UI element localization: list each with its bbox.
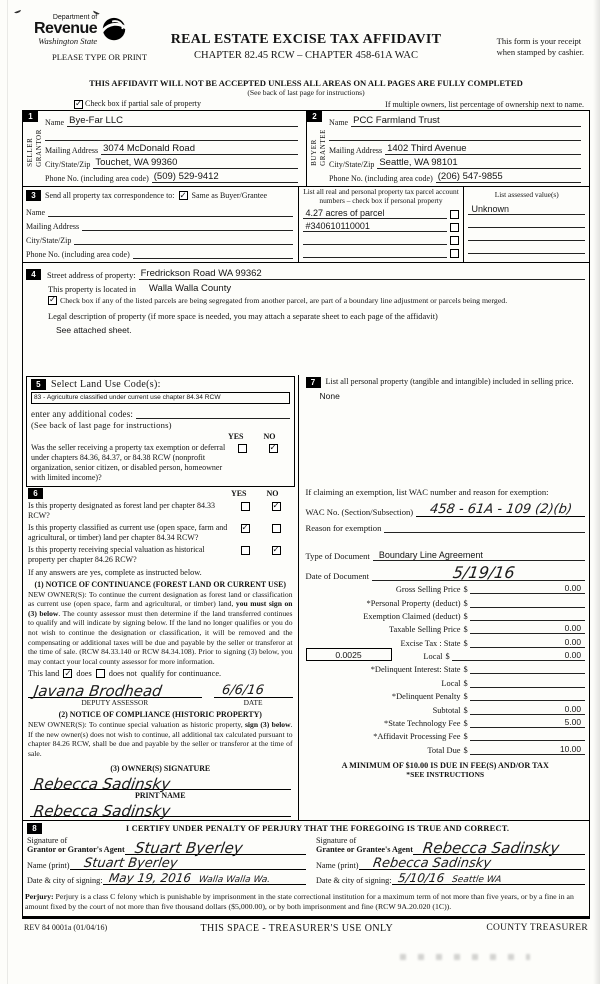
complete-instruction: If any answers are yes, complete as instructed below.: [28, 567, 202, 577]
treasurer-use-label: THIS SPACE - TREASURER'S USE ONLY: [200, 923, 394, 935]
corr-phone-label: Phone No. (including area code): [26, 249, 130, 259]
grantor-date-field[interactable]: [103, 873, 307, 885]
buyer-csz-label: City/State/Zip: [329, 159, 375, 169]
seller-name-field[interactable]: [67, 115, 298, 127]
buyer-mailing-label: Mailing Address: [329, 145, 383, 155]
parcel-row-value[interactable]: #340610110001: [303, 221, 448, 232]
grantee-signing-block: [306, 836, 585, 886]
section-4-badge: 4: [26, 269, 41, 280]
wac-no-label: WAC No. (Section/Subsection): [305, 506, 414, 517]
buyer-name-field[interactable]: [351, 115, 581, 127]
revenue-swirl-icon: [99, 16, 129, 44]
grantor-signature-label: Signature of Grantor or Grantor's Agent: [27, 835, 125, 855]
fee-value: 0.00: [564, 703, 581, 714]
classification-section: [26, 487, 295, 818]
fee-label: Local: [423, 652, 443, 662]
wac-no-value: 458 - 61A - 109 (2)(b): [429, 501, 574, 517]
section-2-badge: 2: [307, 111, 322, 122]
perjury-notice: Perjury: Perjury is a class C felony which is punishable by imprisonment in the state correctional institution for a maximum term of not more than five years, or by a fine in an amount fixed by the court of not more than five thousand dollars ($5,000.00), or by both imprisonment and fine (RCW 9A.20.020 (1C)).: [23, 889, 589, 918]
fee-label: Total Due: [427, 745, 461, 755]
exemption-no-checkbox[interactable]: ✓: [269, 443, 277, 453]
seller-mailing-label: Mailing Address: [45, 145, 99, 155]
current-use-question: Is this property classified as current use (open space, farm and agricultural, or timber) land per chapter 84.34 RCW?: [28, 522, 228, 542]
located-in-label: This property is located in: [48, 284, 136, 294]
fee-field[interactable]: [470, 663, 585, 674]
seller-section: [23, 111, 306, 186]
grantor-print-label: Name (print): [27, 861, 70, 871]
parcel-numbers-header: List all real and personal property tax parcel account numbers – check box if personal property: [303, 186, 459, 205]
buyer-name-label: Name: [329, 117, 349, 127]
deputy-assessor-signature: Javana Brodhead: [32, 682, 164, 701]
grantor-date-label: Date & city of signing:: [27, 876, 103, 886]
fee-field[interactable]: [470, 637, 585, 648]
form-footer: [22, 919, 590, 934]
seller-name-label: Name: [45, 117, 65, 127]
section-5-badge: 5: [31, 379, 46, 390]
legal-description-value: See attached sheet.: [56, 324, 132, 335]
grantee-date-field[interactable]: [392, 873, 586, 885]
land-use-code-select[interactable]: 83 - Agriculture classified under current use chapter 84.34 RCW: [31, 392, 290, 404]
reason-exemption-field[interactable]: [384, 523, 585, 533]
fee-label: Exemption Claimed (deduct): [363, 611, 461, 621]
seller-phone-label: Phone No. (including area code): [45, 173, 149, 183]
fee-field[interactable]: [470, 597, 585, 608]
fee-value: [581, 597, 585, 607]
buyer-extra-field[interactable]: [329, 131, 581, 141]
buyer-csz-field[interactable]: [377, 157, 581, 169]
fee-field[interactable]: [470, 583, 585, 594]
fee-value: 0.00: [564, 583, 581, 594]
owner-signature: Rebecca Sadinsky: [32, 774, 172, 793]
grantor-print-field[interactable]: [70, 858, 306, 870]
deputy-assessor-label: DEPUTY ASSESSOR: [81, 698, 149, 708]
forest-yes-checkbox[interactable]: [241, 502, 250, 511]
forest-land-question: Is this property designated as forest land per chapter 84.33 RCW?: [28, 500, 216, 520]
additional-codes-label: enter any additional codes:: [31, 408, 134, 419]
scan-edge-line: [7, 0, 8, 984]
rev-number: REV 84 0001a (01/04/16): [24, 923, 108, 933]
form-title: REAL ESTATE EXCISE TAX AFFIDAVIT: [170, 32, 442, 47]
corr-name-field[interactable]: [48, 207, 292, 217]
notice-continuance-title: (1) NOTICE OF CONTINUANCE (FOREST LAND OR CURRENT USE): [34, 579, 286, 589]
send-correspondence-label: Send all property tax correspondence to:: [45, 191, 175, 201]
owner-print-name: Rebecca Sadinsky: [32, 801, 172, 820]
segregated-checkbox[interactable]: ✓: [48, 295, 57, 305]
buyer-phone-field[interactable]: [436, 171, 581, 183]
qualify-row: This land ✓ does does not qualify for continuance.: [28, 668, 222, 679]
fee-value: 10.00: [560, 743, 581, 754]
fee-field[interactable]: [470, 704, 585, 715]
fee-value: 0.00: [564, 636, 581, 647]
assessed-value-row[interactable]: [468, 215, 585, 228]
same-as-buyer-label: Same as Buyer/Grantee: [191, 191, 268, 201]
forest-no-checkbox[interactable]: ✓: [272, 501, 280, 511]
fee-field[interactable]: [470, 744, 585, 755]
local-rate-box: 0.0025: [306, 648, 392, 661]
section-8-badge: 8: [27, 823, 42, 834]
see-instructions-note: *SEE INSTRUCTIONS: [406, 769, 485, 779]
pen-mark: [14, 8, 22, 14]
print-name-label: PRINT NAME: [135, 790, 186, 800]
owner-signature-field[interactable]: [30, 773, 291, 793]
minimum-due-note: A MINIMUM OF $10.00 IS DUE IN FEE(S) AND/OR TAX: [341, 760, 549, 770]
corr-csz-field[interactable]: [74, 235, 292, 245]
grantor-signature: Stuart Byerley: [133, 839, 244, 858]
treasurer-stamp-smudge: [400, 954, 530, 960]
section-3-badge: 3: [26, 190, 41, 201]
seller-phone-field[interactable]: [152, 171, 298, 183]
county-treasurer-label: COUNTY TREASURER: [486, 923, 588, 934]
type-of-document-field[interactable]: [373, 550, 585, 561]
yes-header: YES: [227, 431, 244, 441]
property-address-section: [23, 263, 589, 375]
notice-compliance-title: (2) NOTICE OF COMPLIANCE (HISTORIC PROPERTY): [58, 710, 262, 720]
street-address-label: Street address of property:: [47, 270, 136, 280]
date-of-document-label: Date of Document: [305, 570, 369, 581]
fee-value: 0.00: [564, 623, 581, 634]
left-column: [23, 375, 298, 820]
scan-edge-shade: [593, 0, 600, 984]
personal-property-value: None: [319, 390, 340, 401]
street-address-value: Fredrickson Road WA 99362: [140, 267, 262, 279]
no-header: NO: [263, 431, 276, 441]
section-1-badge: 1: [23, 111, 38, 122]
section-6-badge: 6: [28, 488, 43, 499]
buyer-mailing-value: 1402 Third Avenue: [387, 142, 467, 154]
fee-value: [581, 610, 585, 620]
legal-description-label: Legal description of property (if more space is needed, you may attach a separate sheet to each page of the affidavit): [48, 311, 438, 321]
historic-question: Is this property receiving special valuation as historical property per chapter 84.26 RCW?: [28, 544, 205, 564]
land-use-section: [26, 376, 295, 487]
seller-grantor-vertical-label: SELLER GRANTOR: [26, 128, 44, 167]
deputy-date-value: 6/6/16: [220, 683, 265, 699]
buyer-phone-label: Phone No. (including area code): [329, 173, 433, 183]
fee-value: [581, 663, 585, 673]
acceptance-warning: THIS AFFIDAVIT WILL NOT BE ACCEPTED UNLESS ALL AREAS ON ALL PAGES ARE FULLY COMPLETED: [89, 78, 523, 88]
grantor-city-value: Walla Walla Wa.: [197, 875, 271, 886]
fee-label: *Delinquent Interest: State: [370, 665, 461, 675]
does-not-qualify-checkbox[interactable]: [96, 669, 105, 678]
seller-extra-field[interactable]: [45, 131, 298, 141]
form-header: [22, 4, 590, 78]
fee-field[interactable]: [452, 650, 585, 661]
historic-no-checkbox[interactable]: ✓: [272, 545, 280, 555]
parcel-personal-checkbox[interactable]: [450, 249, 459, 258]
county-value: Walla Walla County: [148, 282, 232, 294]
parcel-row-value[interactable]: [303, 257, 448, 258]
fee-field[interactable]: [470, 623, 585, 634]
corr-mailing-field[interactable]: [82, 221, 292, 231]
fee-label: *Delinquent Penalty: [391, 692, 461, 702]
street-address-field[interactable]: [139, 268, 585, 280]
assessed-value-row[interactable]: [468, 241, 585, 254]
grantee-date-value: 5/10/16 Seattle WA: [396, 871, 502, 886]
fee-label: Gross Selling Price: [395, 585, 461, 595]
multiple-owners-note: If multiple owners, list percentage of ownership next to name.: [385, 99, 584, 109]
grantor-signing-block: [27, 836, 306, 886]
partial-sale-field: [74, 99, 201, 109]
assessed-value-row[interactable]: [468, 228, 585, 241]
corr-name-label: Name: [26, 207, 46, 217]
corr-mailing-label: Mailing Address: [26, 221, 80, 231]
wac-no-field[interactable]: [416, 501, 585, 517]
tax-correspondence-section: [23, 187, 589, 263]
grantee-signature-label: Signature of Grantee or Grantee's Agent: [316, 835, 413, 855]
see-back-note: (See back of last page for instructions): [247, 88, 365, 97]
section-7-badge: 7: [306, 377, 321, 388]
fee-value: [581, 690, 585, 700]
grantee-print-name: Rebecca Sadinsky: [371, 856, 492, 872]
grantor-print-name: Stuart Byerley: [82, 856, 178, 872]
fee-value: 5.00: [564, 717, 581, 728]
grantor-date-value: May 19, 2016 Walla Walla Wa.: [107, 871, 271, 886]
deputy-date-field[interactable]: [214, 678, 293, 698]
dor-logo-text: [34, 14, 97, 46]
dor-logo: [34, 14, 129, 46]
historic-yes-checkbox[interactable]: [241, 546, 250, 555]
fee-label: Excise Tax : State: [400, 638, 461, 648]
owners-signature-title: (3) OWNER(S) SIGNATURE: [110, 763, 211, 773]
deputy-assessor-signature-field[interactable]: [28, 678, 202, 701]
seller-name-value: Bye-Far LLC: [69, 114, 123, 126]
notice-compliance-body: NEW OWNER(S): To continue special valuation as historic property, sign (3) below. If the new owner(s) does not wish to continue, all additional tax calculated pursuant to chapter 84.26 RCW, shall be due and payable by the seller or transferor at the time of sale.: [28, 720, 293, 758]
notice-continuance-body: NEW OWNER(S): To continue the current designation as forest land or classification as current use (open space, farm and agricultural, or timber) land, you must sign on (3) below. The county assessor must then determine if the land transferred continues to qualify and will indicate by signing below. If the land no longer qualifies or you do not wish to continue the designation or classification, it will be removed and the compensating or additional taxes will be due and payable by the seller or transferor at the time of sale. (RCW 84.33.140 or RCW 84.34.108). Prior to signing (3) below, you may contact your local county assessor for more information.: [28, 589, 293, 666]
fee-field[interactable]: [470, 717, 585, 728]
buyer-grantee-vertical-label: BUYER GRANTEE: [310, 128, 328, 166]
grantee-date-label: Date & city of signing:: [316, 876, 392, 886]
exemption-yes-checkbox[interactable]: [238, 444, 247, 453]
fee-label: Subtotal: [432, 705, 461, 715]
buyer-phone-value: (206) 547-9855: [437, 170, 503, 182]
seller-csz-field[interactable]: [93, 157, 298, 169]
assessed-value-row[interactable]: Unknown: [468, 202, 585, 215]
fee-field[interactable]: [470, 610, 585, 621]
fee-value: [581, 677, 585, 687]
fee-field[interactable]: [470, 730, 585, 741]
corr-phone-field[interactable]: [133, 249, 293, 259]
grantor-signature-field[interactable]: [125, 839, 306, 858]
assessed-values-header: List assessed value(s): [494, 189, 559, 199]
grantee-city-value: Seattle WA: [450, 875, 502, 886]
fee-field[interactable]: [470, 690, 585, 701]
buyer-name-value: PCC Farmland Trust: [353, 114, 440, 126]
seller-mailing-value: 3074 McDonald Road: [103, 142, 196, 154]
partial-sale-checkbox[interactable]: ✓: [74, 99, 83, 109]
logo-revenue-label: Revenue: [34, 20, 98, 37]
does-qualify-checkbox[interactable]: ✓: [64, 668, 72, 679]
current-use-no-checkbox[interactable]: [272, 524, 281, 533]
grantee-signature-field[interactable]: [413, 839, 585, 858]
no-header: NO: [266, 488, 279, 498]
exemption-question: Was the seller receiving a property tax exemption or deferral under chapters 84.36, 84.37, or 84.38 RCW (nonprofit organization, senior citizen, or disabled person, homeowner with limited income)?: [31, 442, 226, 482]
please-type-label: PLEASE TYPE OR PRINT: [52, 52, 148, 62]
personal-property-label: List all personal property (tangible and intangible) included in selling price.: [325, 376, 574, 386]
parcel-personal-checkbox[interactable]: [450, 236, 459, 245]
exemption-header: If claiming an exemption, list WAC number and reason for exemption:: [305, 486, 549, 497]
logo-dept-label: Department of: [52, 14, 98, 21]
parcel-row-value[interactable]: [303, 244, 448, 245]
partial-sale-label: Check box if partial sale of property: [85, 99, 201, 108]
type-of-document-value: Boundary Line Agreement: [378, 549, 483, 560]
parcel-row-value[interactable]: 4.27 acres of parcel: [303, 208, 448, 219]
fee-value: [581, 730, 585, 740]
buyer-section: [306, 111, 589, 186]
reason-exemption-label: Reason for exemption: [305, 522, 382, 533]
type-of-document-label: Type of Document: [305, 550, 370, 561]
segregated-label: Check box if any of the listed parcels are being segregated from another parcel, are part of a boundary line adjustment or parcels being merged.: [60, 295, 508, 305]
form-chapter: CHAPTER 82.45 RCW – CHAPTER 458-61A WAC: [194, 50, 418, 61]
certification-section: [23, 820, 589, 890]
parcel-personal-checkbox[interactable]: [450, 223, 459, 232]
date-of-document-value: 5/19/16: [451, 562, 516, 582]
certify-statement: I CERTIFY UNDER PENALTY OF PERJURY THAT THE FOREGOING IS TRUE AND CORRECT.: [125, 823, 510, 833]
corr-csz-label: City/State/Zip: [26, 235, 72, 245]
grantee-print-label: Name (print): [316, 861, 359, 871]
fee-label: *State Technology Fee: [384, 719, 461, 729]
additional-codes-field[interactable]: [136, 409, 289, 419]
fee-label: *Affidavit Processing Fee: [373, 732, 461, 742]
seller-mailing-field[interactable]: [101, 143, 298, 155]
buyer-mailing-field[interactable]: [385, 143, 581, 155]
see-back-note-2: (See back of last page for instructions): [31, 419, 172, 430]
fee-label: Local: [441, 678, 461, 688]
seller-csz-label: City/State/Zip: [45, 159, 91, 169]
right-column: 7 List all personal property (tangible and intangible) included in selling price. None If claiming an exemption, list WAC number and reason for exemption: WAC No. (Section/Subsection) 458 - 61A - 109 (2)(b) Reason for exemption Type of Document Boundary Line Agreement Date of Document 5/19/16 Gross Selling Price $ 0.00 *Personal Property (deduct) $ Exemption Claimed (deduct) $ Taxable Selling Price $ 0.00 Excise Tax : State $ 0.00 0.0025 Local $ 0.00 *Delinquent Interest: State $ Local $ *Delinquent Penalty $ Subtotal $ 0.00 *State Technology Fee $ 5.00 *Affidavit Processing Fee $ Total Due $ 10.00 A MINIMUM OF $10.00 IS DUE IN FEE(S) AND/OR TAX *SEE INSTRUCTIONS: [298, 375, 589, 820]
receipt-note: This form is your receipt when stamped by cashier.: [496, 36, 584, 58]
buyer-csz-value: Seattle, WA 98101: [379, 156, 458, 168]
land-use-title: Select Land Use Code(s):: [51, 378, 161, 390]
fee-field[interactable]: [470, 677, 585, 688]
grantee-print-field[interactable]: [359, 858, 585, 870]
current-use-yes-checkbox[interactable]: ✓: [241, 523, 249, 533]
same-as-buyer-checkbox[interactable]: ✓: [179, 190, 187, 201]
seller-phone-value: (509) 529-9412: [153, 170, 219, 182]
fee-label: Taxable Selling Price: [388, 625, 461, 635]
date-label: DATE: [243, 698, 263, 708]
parcel-personal-checkbox[interactable]: [450, 210, 459, 219]
date-of-document-field[interactable]: [372, 562, 585, 582]
fee-value: 0.00: [564, 650, 581, 661]
seller-csz-value: Touchet, WA 99360: [95, 156, 178, 168]
yes-header: YES: [230, 488, 247, 498]
owner-print-field[interactable]: [30, 800, 291, 820]
logo-state-label: Washington State: [38, 36, 98, 46]
form-body: [22, 110, 590, 920]
grantee-signature: Rebecca Sadinsky: [421, 839, 561, 858]
fee-label: *Personal Property (deduct): [366, 598, 461, 608]
